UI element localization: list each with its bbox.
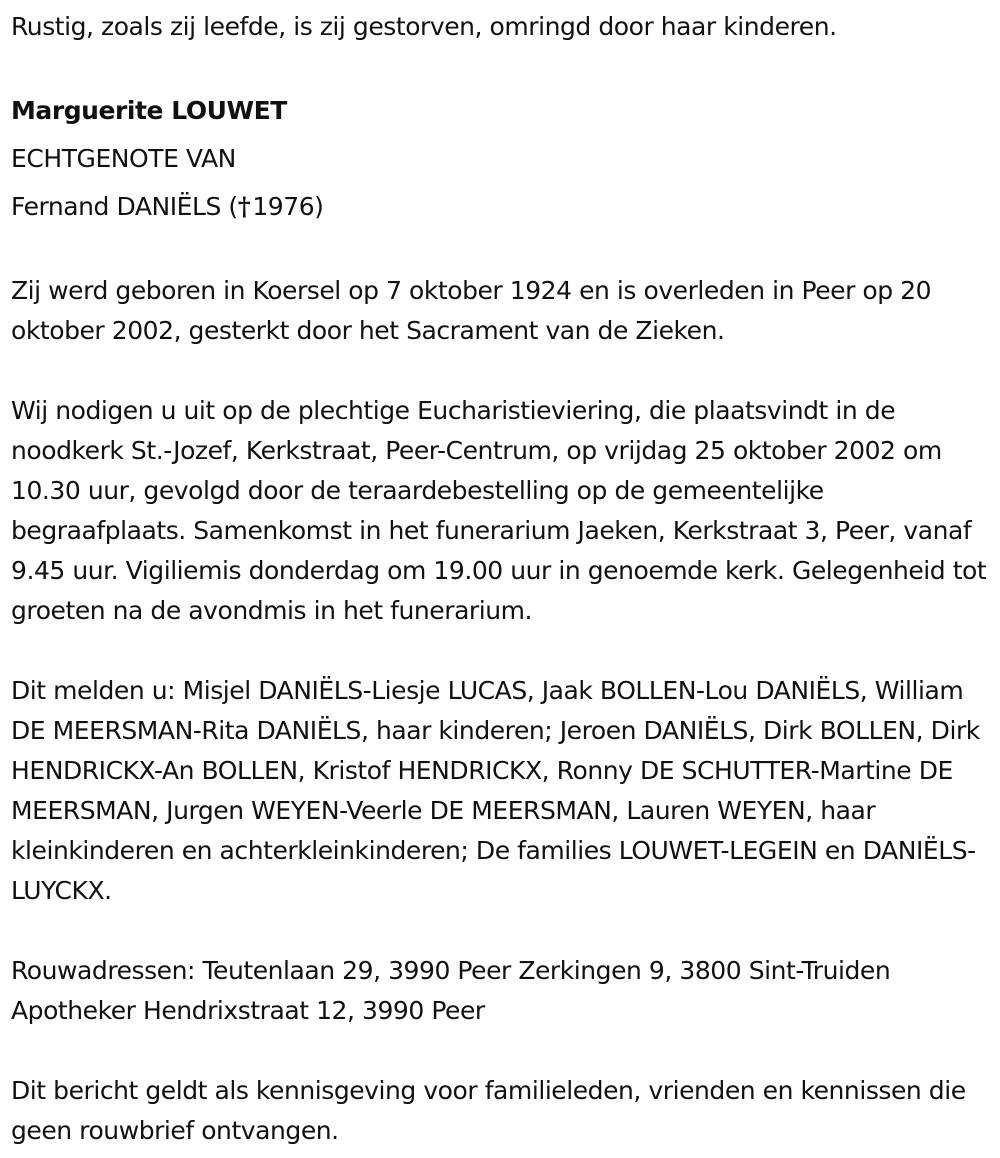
service-paragraph: Wij nodigen u uit op de plechtige Eucharistieviering, die plaatsvindt in de noodkerk St.-Jozef, Kerkstraat, Peer-Centrum, op vrijdag 25 oktober 2002 om 10.30 uur, gevolgd door de teraardebestelling op de gemeentelijke begraafplaats. Samenkomst in het funerarium Jaeken, Kerkstraat 3, Peer, vanaf 9.45 uur. Vigiliemis donderdag om 19.00 uur in genoemde kerk. Gelegenheid tot groeten na de avondmis in het funerarium. (11, 396, 987, 625)
addresses-paragraph: Rouwadressen: Teutenlaan 29, 3990 Peer Zerkingen 9, 3800 Sint-Truiden Apotheker Hendrixstraat 12, 3990 Peer (11, 956, 891, 1025)
intro-text: Rustig, zoals zij leefde, is zij gestorven, omringd door haar kinderen. (11, 12, 837, 41)
obituary-notice (11, 7, 996, 1151)
spouse-death-year: 1976 (252, 192, 315, 221)
spouse-suffix: ) (314, 192, 324, 221)
deceased-name (11, 87, 996, 135)
deceased-name-text: Marguerite LOUWET (11, 96, 287, 125)
relation-label: ECHTGENOTE VAN (11, 144, 236, 173)
family-paragraph: Dit melden u: Misjel DANIËLS-Liesje LUCAS, Jaak BOLLEN-Lou DANIËLS, William DE MEERSMAN-Rita DANIËLS, haar kinderen; Jeroen DANIËLS, Dirk BOLLEN, Dirk HENDRICKX-An BOLLEN, Kristof HENDRICKX, Ronny DE SCHUTTER-Martine DE MEERSMAN, Jurgen WEYEN-Veerle DE MEERSMAN, Lauren WEYEN, haar kleinkinderen en achterkleinkinderen; De families LOUWET-LEGEIN en DANIËLS-LUYCKX. (11, 676, 980, 905)
cross-icon: † (237, 192, 251, 221)
birth-death-paragraph: Zij werd geboren in Koersel op 7 oktober 1924 en is overleden in Peer op 20 oktober 2002, gesterkt door het Sacrament van de Zieken. (11, 276, 932, 345)
spouse-name: Fernand DANIËLS ( (11, 192, 238, 221)
spouse-line (11, 183, 996, 231)
notice-paragraph: Dit bericht geldt als kennisgeving voor familieleden, vrienden en kennissen die geen rouwbrief ontvangen. (11, 1076, 966, 1145)
